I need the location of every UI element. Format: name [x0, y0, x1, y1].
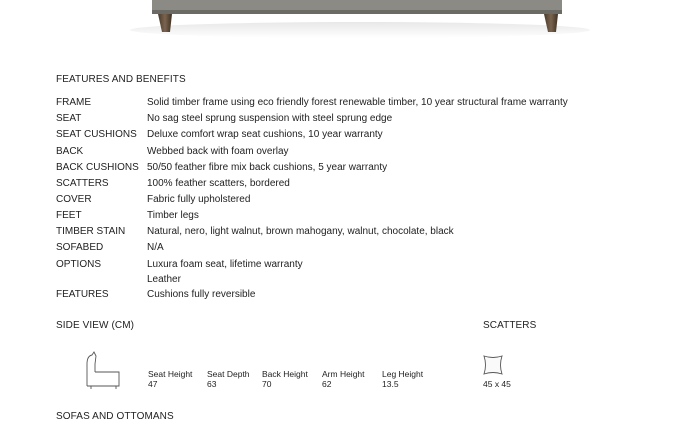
spec-key: BACK CUSHIONS — [56, 162, 139, 173]
spec-key: BACK — [56, 146, 84, 157]
spec-key: FEET — [56, 210, 82, 221]
spec-value-line: Natural, nero, light walnut, brown mahogany, walnut, chocolate, black — [147, 226, 454, 237]
scatters-size: 45 x 45 — [483, 379, 511, 389]
spec-value — [147, 97, 568, 112]
spec-value — [147, 129, 383, 144]
spec-value-line: Webbed back with foam overlay — [147, 146, 289, 157]
sofas-heading: SOFAS AND OTTOMANS — [56, 411, 174, 422]
spec-value — [147, 146, 289, 161]
spec-key: FEATURES — [56, 289, 109, 300]
sofa-side-view-icon — [83, 350, 121, 390]
spec-key: SEAT CUSHIONS — [56, 129, 137, 140]
spec-value — [147, 289, 255, 304]
dimension-item — [382, 369, 423, 389]
spec-value — [147, 226, 454, 241]
spec-value — [147, 162, 387, 177]
spec-value — [147, 259, 303, 289]
spec-key: SEAT — [56, 113, 82, 124]
spec-value — [147, 210, 199, 225]
dimension-value: 70 — [262, 379, 272, 389]
dimension-item — [207, 369, 250, 389]
spec-value — [147, 194, 250, 209]
spec-value — [147, 242, 164, 257]
dimension-label: Leg Height — [382, 369, 424, 379]
side-view-heading: SIDE VIEW (CM) — [56, 320, 135, 331]
spec-value-line: Cushions fully reversible — [147, 289, 256, 300]
spec-value-line: 50/50 feather fibre mix back cushions, 5 year warranty — [147, 162, 388, 173]
scatter-cushion-icon — [482, 354, 504, 376]
spec-key: COVER — [56, 194, 92, 205]
dimension-label: Seat Height — [148, 369, 193, 379]
spec-value-line: No sag steel sprung suspension with steel sprung edge — [147, 113, 393, 124]
dimension-value: 63 — [207, 379, 217, 389]
scatters-heading: SCATTERS — [483, 320, 537, 331]
sofa-base-photo — [0, 0, 700, 48]
dimension-value: 62 — [322, 379, 332, 389]
spec-key: FRAME — [56, 97, 91, 108]
features-heading: FEATURES AND BENEFITS — [56, 74, 186, 85]
spec-key: SOFABED — [56, 242, 104, 253]
spec-key: SCATTERS — [56, 178, 109, 189]
dimension-item — [262, 369, 308, 389]
dimension-value: 13.5 — [382, 379, 399, 389]
spec-value-line: Leather — [147, 274, 181, 285]
spec-key: OPTIONS — [56, 259, 102, 270]
dimension-item — [148, 369, 192, 389]
dimension-label: Arm Height — [322, 369, 365, 379]
dimension-label: Seat Depth — [207, 369, 250, 379]
spec-value-line: 100% feather scatters, bordered — [147, 178, 290, 189]
spec-value-line: Solid timber frame using eco friendly forest renewable timber, 10 year structural frame warranty — [147, 97, 568, 108]
spec-key: TIMBER STAIN — [56, 226, 126, 237]
dimension-value: 47 — [148, 379, 158, 389]
dimension-item — [322, 369, 365, 389]
spec-value-line: Fabric fully upholstered — [147, 194, 251, 205]
spec-value-line: N/A — [147, 242, 164, 253]
spec-value-line: Deluxe comfort wrap seat cushions, 10 year warranty — [147, 129, 383, 140]
spec-value — [147, 113, 392, 128]
dimension-label: Back Height — [262, 369, 308, 379]
spec-value-line: Luxura foam seat, lifetime warranty — [147, 259, 303, 270]
spec-value-line: Timber legs — [147, 210, 199, 221]
spec-value — [147, 178, 290, 193]
